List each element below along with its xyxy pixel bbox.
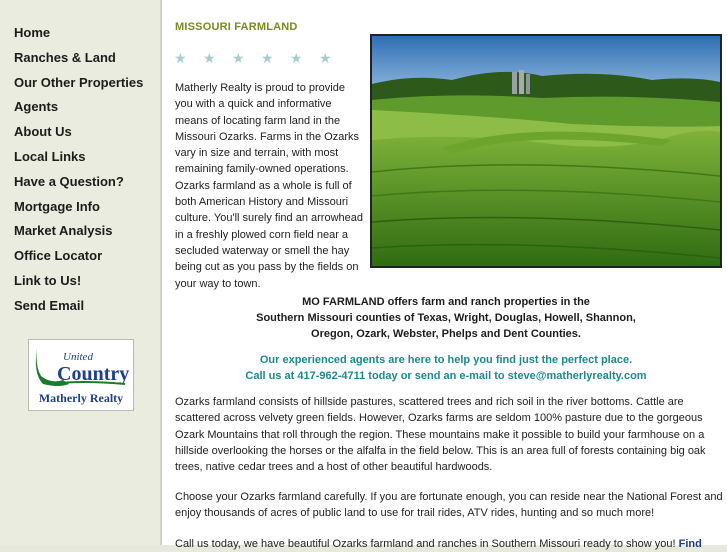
farmland-photo bbox=[370, 34, 722, 268]
star-icon: ★ bbox=[290, 50, 303, 66]
nav-item-ranches-land[interactable]: Ranches & Land bbox=[14, 49, 116, 65]
offer-line: Southern Missouri counties of Texas, Wright, Douglas, Howell, Shannon, bbox=[256, 312, 636, 324]
nav-item-home[interactable]: Home bbox=[14, 25, 51, 40]
sidebar bbox=[0, 0, 160, 545]
nav-item-have-a-question[interactable]: Have a Question? bbox=[14, 173, 124, 189]
offer-line: Oregon, Ozark, Webster, Phelps and Dent Counties. bbox=[311, 328, 581, 340]
star-icon: ★ bbox=[203, 50, 216, 66]
call-us-paragraph bbox=[175, 536, 723, 552]
nav-item-agents[interactable]: Agents bbox=[14, 99, 59, 115]
agents-help-text: Our experienced agents are here to help you find just the perfect place. bbox=[259, 354, 633, 366]
call-email-text[interactable]: Call us at 417-962-4711 today or send an e-mail to steve@matherlyrealty.com bbox=[245, 370, 647, 382]
nav-item-send-email[interactable]: Send Email bbox=[14, 297, 85, 313]
offer-line: MO FARMLAND offers farm and ranch properties in the bbox=[302, 296, 590, 308]
counties-offer-text bbox=[175, 294, 717, 342]
page-title: MISSOURI FARMLAND bbox=[175, 21, 298, 33]
call-us-text: Call us today, we have beautiful Ozarks farmland and ranches in Southern Missouri ready to show you! bbox=[175, 538, 676, 550]
nav-item-about-us[interactable]: About Us bbox=[14, 124, 72, 140]
nav-item-market-analysis[interactable]: Market Analysis bbox=[14, 223, 113, 239]
main-content bbox=[162, 0, 727, 550]
nav-item-local-links[interactable]: Local Links bbox=[14, 148, 86, 164]
logo-text-country: Country bbox=[57, 363, 130, 385]
nav-item-link-to-us[interactable]: Link to Us! bbox=[14, 272, 82, 288]
intro-paragraph: Matherly Realty is proud to provide you with a quick and informative means of locating farm land in the Missouri Ozarks. Farms in the Ozarks vary in size and terrain, with most remaining family-owned operations. Ozarks farmland as a whole is full of both American History and Missouri culture. You'll surely find an arrowhead in a freshly plowed corn field near a secluded waterway or smell the hay being cut as you pass by the fields on your way to town. bbox=[175, 82, 363, 290]
nav-item-office-locator[interactable]: Office Locator bbox=[14, 248, 103, 264]
choose-farmland-paragraph: Choose your Ozarks farmland carefully. If you are fortunate enough, you can reside near the National Forest and enjoy thousands of acres of public land to use for trail rides, ATV rides, hunting and so much more! bbox=[175, 491, 723, 520]
farmland-description-paragraph: Ozarks farmland consists of hillside pastures, scattered trees and rich soil in the river bottoms. Cattle are scattered across velvety green fields. However, Ozarks farms are seldom 100% pasture due to the gorgeous Ozark Mountains that roll through the region. These mountains make it possible to build your farmhouse on a hillside overlooking the horses or the alfalfa in the field below. This is an area full of forests containing big oak trees, native cedar trees and a host of other beautiful hardwoods. bbox=[175, 396, 706, 474]
logo-text-matherly: Matherly Realty bbox=[38, 391, 124, 405]
star-icon: ★ bbox=[232, 50, 245, 66]
star-icon: ★ bbox=[174, 50, 187, 66]
main-nav bbox=[14, 26, 143, 324]
star-icon: ★ bbox=[261, 50, 274, 66]
star-icon: ★ bbox=[319, 50, 332, 66]
nav-item-other-properties[interactable]: Our Other Properties bbox=[14, 74, 144, 90]
united-country-logo[interactable] bbox=[28, 339, 134, 411]
contact-callout bbox=[175, 352, 717, 384]
logo-text-united: United bbox=[63, 351, 93, 363]
nav-item-mortgage-info[interactable]: Mortgage Info bbox=[14, 198, 100, 214]
find-link[interactable]: Find bbox=[678, 538, 702, 550]
logo-graphic bbox=[29, 340, 133, 410]
star-divider bbox=[174, 50, 348, 68]
